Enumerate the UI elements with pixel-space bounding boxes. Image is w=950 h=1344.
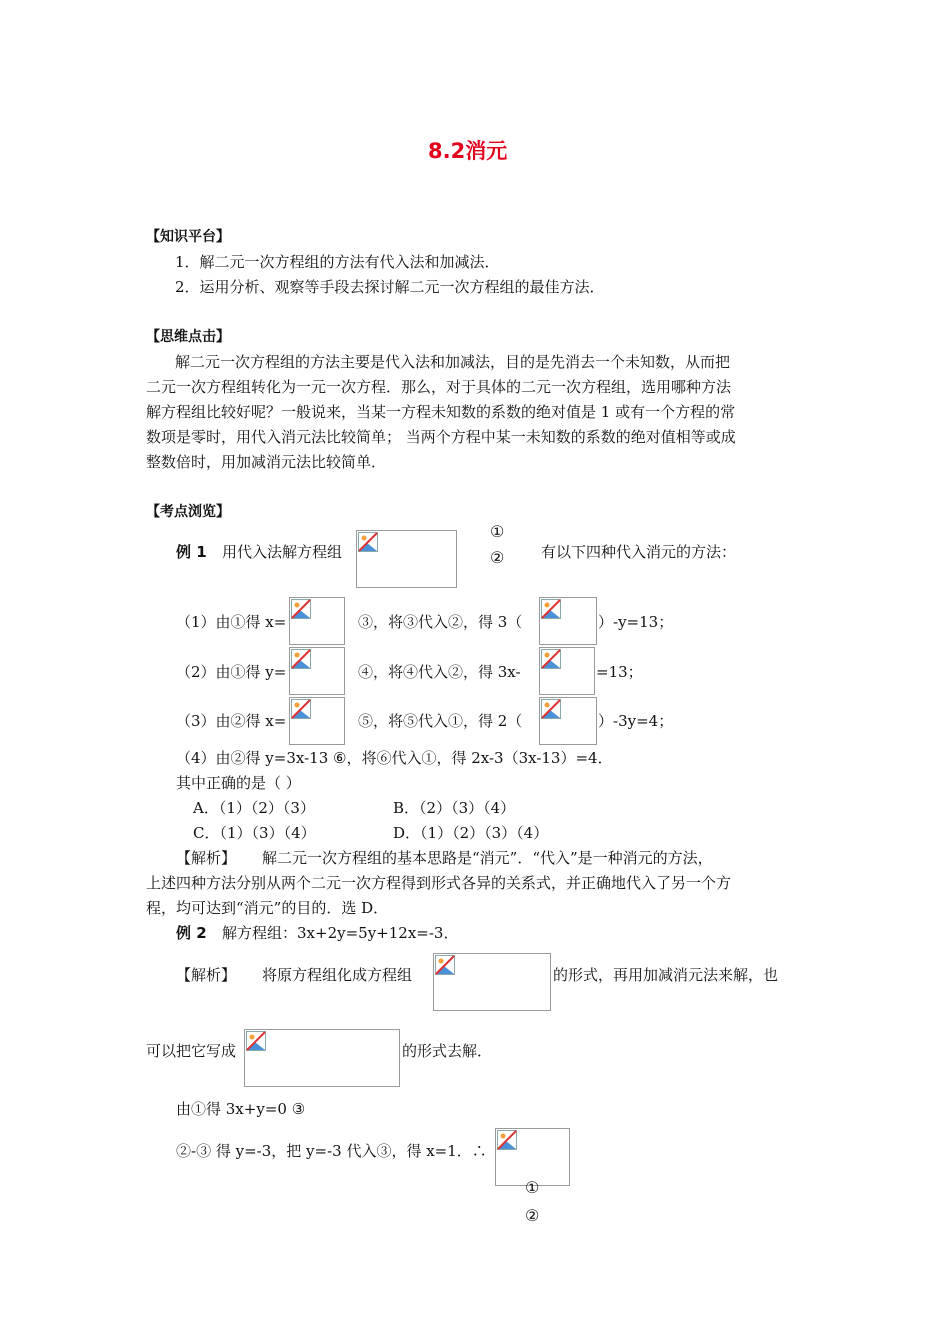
option-3-part-a: （3）由②得 x= [176, 712, 287, 730]
knowledge-item: 1．解二元一次方程组的方法有代入法和加减法． [175, 253, 500, 271]
broken-image-icon [539, 697, 597, 745]
section-heading-thinking: 【思维点击】 [146, 329, 230, 345]
analysis-line: 解二元一次方程组的基本思路是“消元”．“代入”是一种消元的方法， [262, 849, 713, 867]
solution-step: 由①得 3x+y=0 ③ [176, 1100, 306, 1118]
paragraph-line: 二元一次方程组转化为一元一次方程．那么，对于具体的二元一次方程组，选用哪种方法 [146, 378, 732, 396]
equation-mark-2: ② [525, 1206, 540, 1225]
knowledge-item: 2．运用分析、观察等手段去探讨解二元一次方程组的最佳方法． [175, 278, 605, 296]
section-heading-browse: 【考点浏览】 [146, 504, 230, 520]
option-4: （4）由②得 y=3x-13 ⑥，将⑥代入①，得 2x-3（3x-13）=4． [176, 749, 613, 767]
analysis-text: 可以把它写成 [146, 1042, 237, 1060]
option-3-part-b: ⑤，将⑤代入①，得 2（ [358, 712, 523, 730]
question: 其中正确的是（ ） [176, 774, 301, 792]
broken-image-icon [539, 647, 595, 695]
option-1-part-c: ）-y=13； [598, 613, 674, 631]
option-2-part-a: （2）由①得 y= [176, 663, 287, 681]
paragraph-line: 整数倍时，用加减消元法比较简单． [146, 453, 387, 471]
section-heading-knowledge: 【知识平台】 [146, 229, 230, 245]
solution-step: ②-③ 得 y=-3，把 y=-3 代入③，得 x=1．∴ [176, 1142, 487, 1160]
analysis-line: 上述四种方法分别从两个二元一次方程得到形式各异的关系式，并正确地代入了另一个方 [146, 874, 732, 892]
example1-label: 例 1 [176, 543, 207, 561]
paragraph-line: 数项是零时，用代入消元法比较简单； 当两个方程中某一未知数的系数的绝对值相等或成 [146, 428, 736, 446]
option-2-part-b: ④，将④代入②，得 3x- [358, 663, 521, 681]
analysis-text: 的形式去解． [402, 1042, 493, 1060]
analysis-label: 【解析】 [176, 966, 237, 984]
example1-text: 用代入法解方程组 [222, 543, 343, 561]
equation-mark-1: ① [490, 522, 505, 541]
broken-image-icon [289, 647, 345, 695]
paragraph-line: 解方程组比较好呢？一般说来，当某一方程未知数的系数的绝对值是 1 或有一个方程的常 [146, 403, 736, 421]
broken-image-icon [244, 1029, 400, 1087]
example2-label: 例 2 [176, 924, 207, 942]
option-3-part-c: ）-3y=4； [598, 712, 674, 730]
example2-text: 解方程组：3x+2y=5y+12x=-3． [222, 924, 459, 942]
option-2-part-c: =13； [596, 663, 643, 681]
page-title: 8.2消元 [428, 139, 508, 163]
analysis-text: 的形式，再用加减消元法来解，也 [553, 966, 779, 984]
example1-text-after: 有以下四种代入消元的方法： [541, 543, 737, 561]
broken-image-icon [539, 597, 597, 645]
option-1-part-b: ③，将③代入②，得 3（ [358, 613, 523, 631]
analysis-line: 程，均可达到“消元”的目的．选 D． [146, 899, 389, 917]
choice-d: D．（1）（2）（3）（4） [393, 824, 549, 842]
broken-image-icon [433, 953, 551, 1011]
choice-b: B．（2）（3）（4） [393, 799, 516, 817]
equation-mark-1: ① [525, 1178, 540, 1197]
option-1-part-a: （1）由①得 x= [176, 613, 287, 631]
broken-image-icon [356, 530, 457, 588]
broken-image-icon [289, 597, 345, 645]
analysis-text: 将原方程组化成方程组 [262, 966, 413, 984]
analysis-label: 【解析】 [176, 849, 237, 867]
equation-mark-2: ② [490, 548, 505, 567]
broken-image-icon [289, 697, 345, 745]
choice-a: A．（1）（2）（3） [193, 799, 315, 817]
paragraph-line: 解二元一次方程组的方法主要是代入法和加减法，目的是先消去一个未知数，从而把 [175, 353, 731, 371]
choice-c: C．（1）（3）（4） [193, 824, 316, 842]
